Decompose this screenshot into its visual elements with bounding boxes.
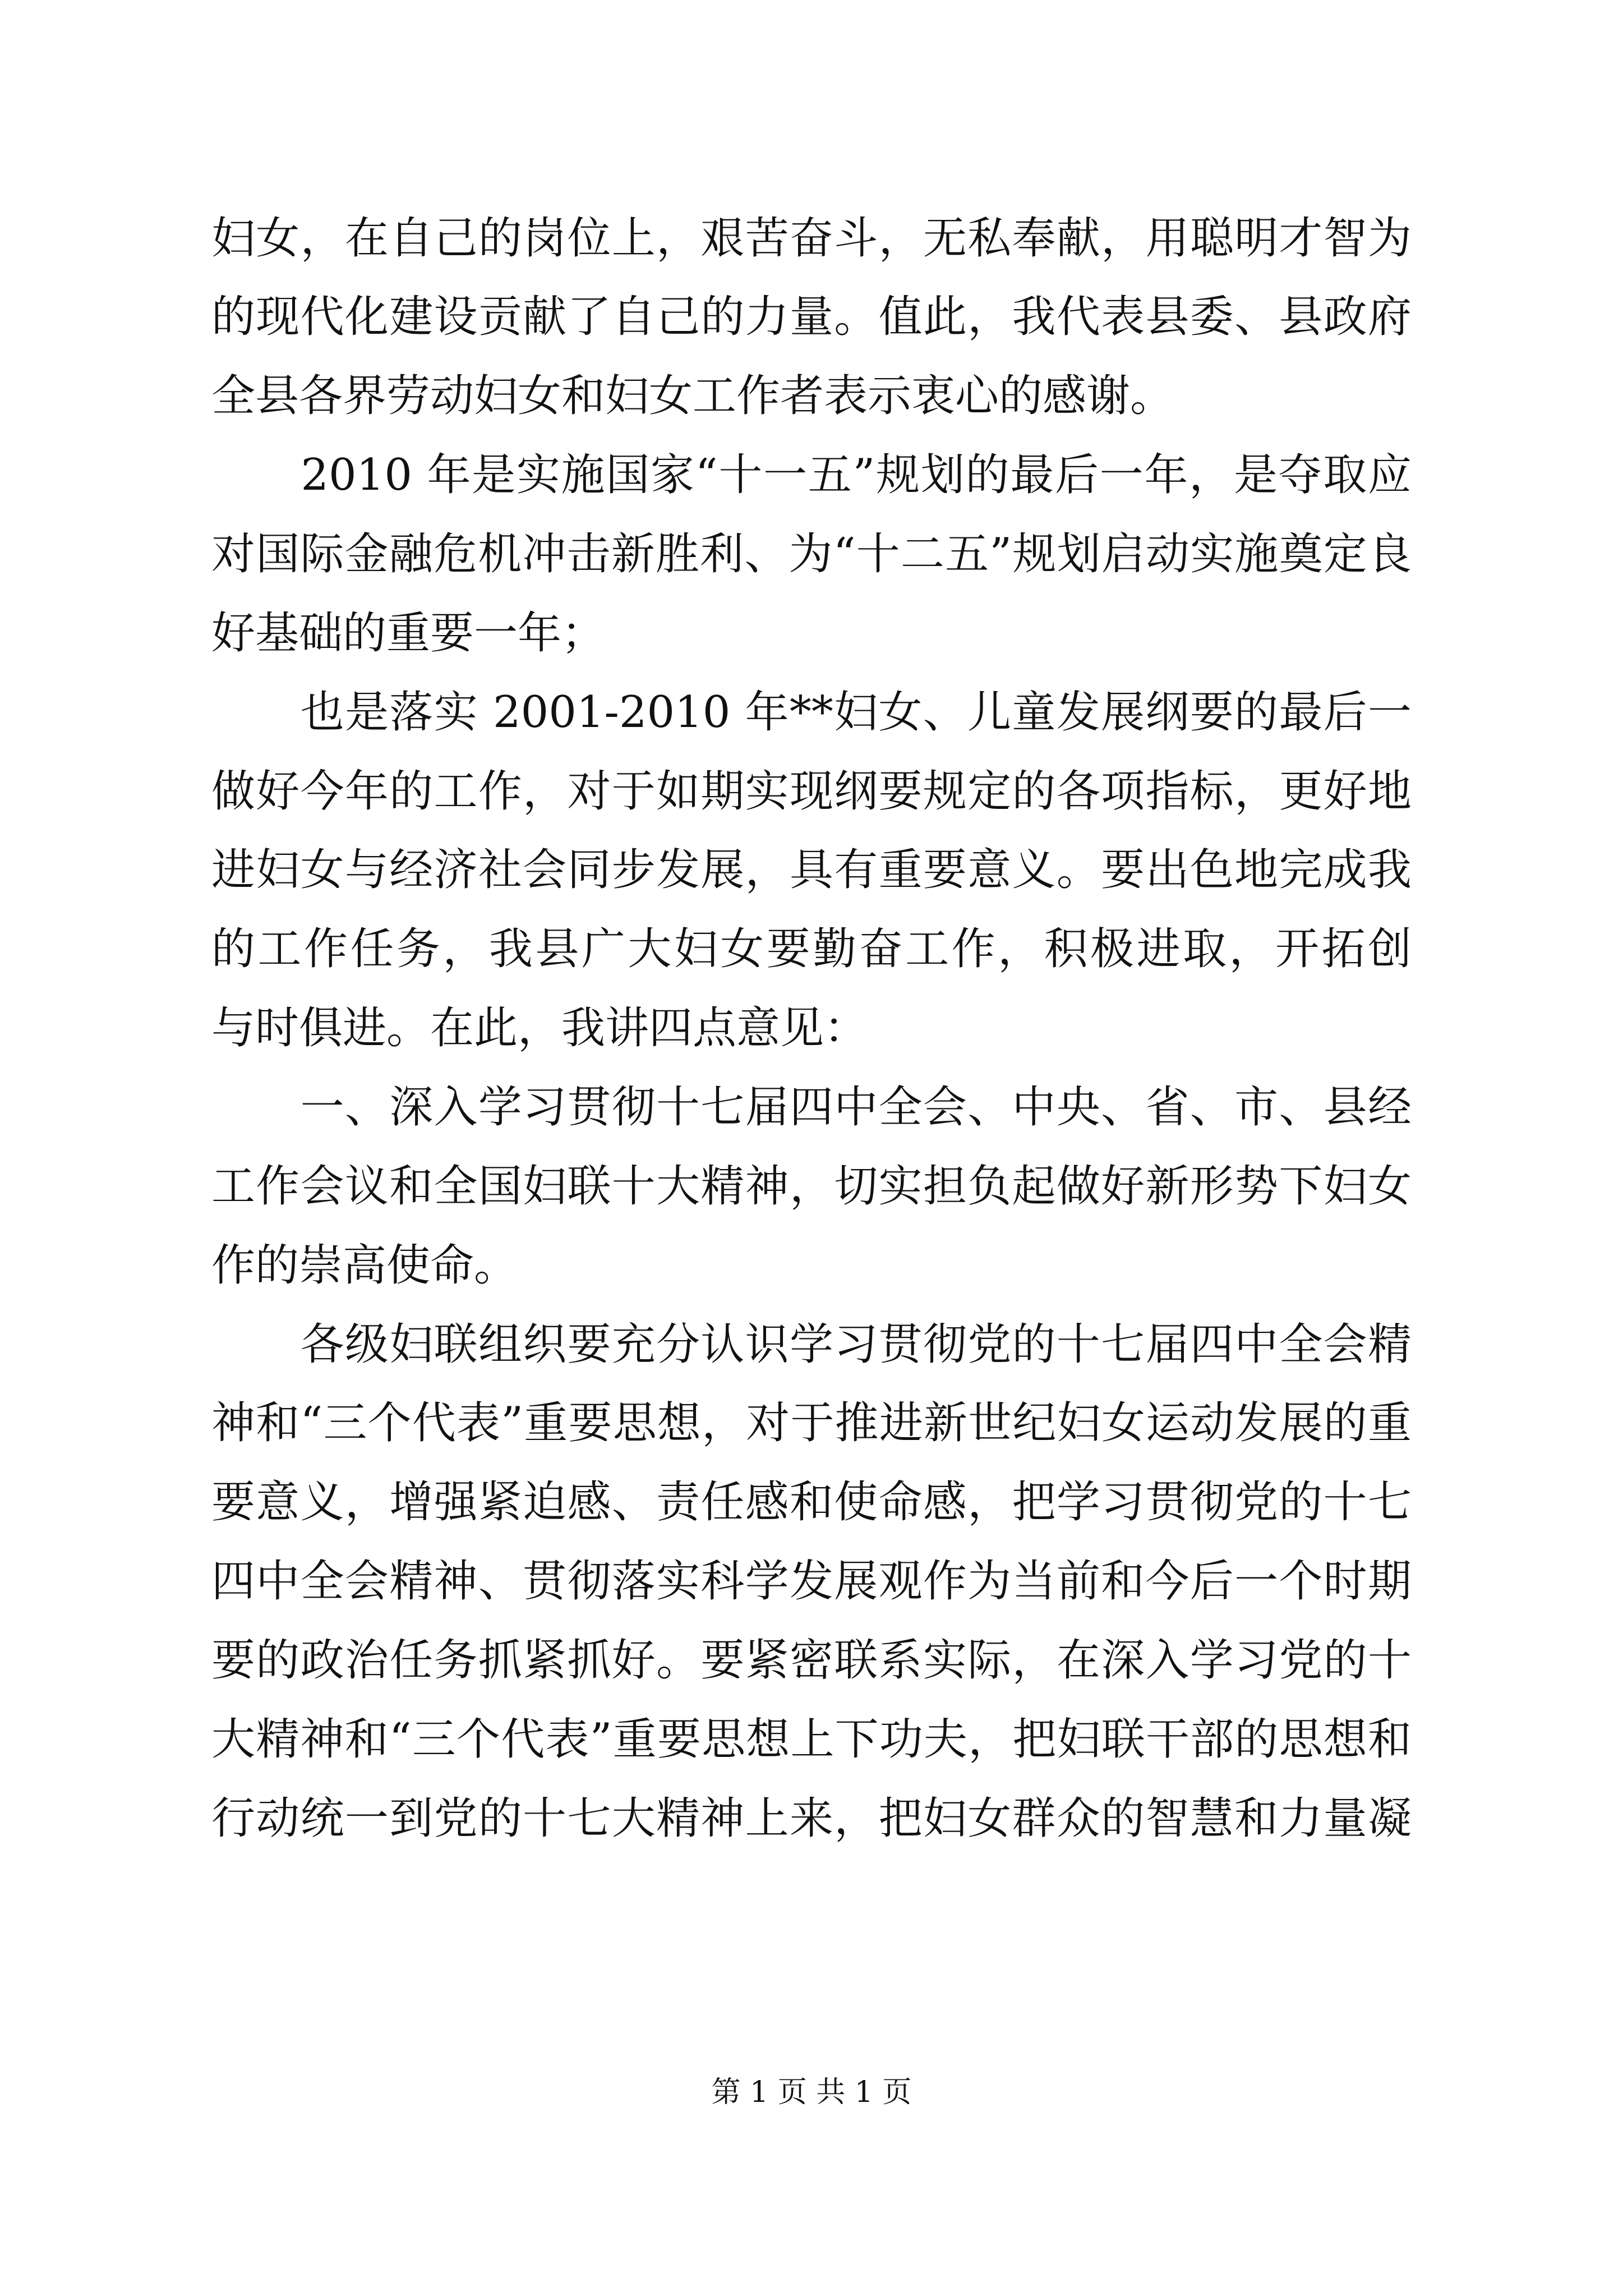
text-line: 进妇女与经济社会同步发展，具有重要意义。要出色地完成我	[211, 845, 1412, 895]
text-line: 四中全会精神、贯彻落实科学发展观作为当前和今后一个时期	[211, 1556, 1412, 1607]
text-line: 大精神和“三个代表”重要思想上下功夫，把妇联干部的思想和	[211, 1714, 1412, 1765]
text-line: 各级妇联组织要充分认识学习贯彻党的十七届四中全会精	[211, 1319, 1412, 1370]
text-line: 妇女，在自己的岗位上，艰苦奋斗，无私奉献，用聪明才智为	[211, 213, 1412, 264]
section-heading-line: 一、深入学习贯彻十七届四中全会、中央、省、市、县经	[300, 1082, 1412, 1133]
text-line: 要意义，增强紧迫感、责任感和使命感，把学习贯彻党的十七	[211, 1477, 1412, 1527]
section-heading-line: 工作会议和全国妇联十大精神，切实担负起做好新形势下妇女	[211, 1161, 1412, 1212]
text-line: 与时俱进。在此，我讲四点意见：	[211, 1003, 868, 1053]
text-line: 做好今年的工作，对于如期实现纲要规定的各项指标，更好地	[211, 766, 1412, 817]
text-line: 也是落实 2001-2010 年**妇女、儿童发展纲要的最后一	[300, 687, 1412, 738]
text-line: 要的政治任务抓紧抓好。要紧密联系实际，在深入学习党的十	[211, 1635, 1412, 1686]
text-line: 全县各界劳动妇女和妇女工作者表示衷心的感谢。	[211, 371, 1174, 421]
page-number-footer: 第 1 页 共 1 页	[711, 2076, 912, 2109]
text-line: 对国际金融危机冲击新胜利、为“十二五”规划启动实施奠定良	[211, 529, 1412, 579]
text-line: 好基础的重要一年；	[211, 608, 606, 659]
text-line: 神和“三个代表”重要思想，对于推进新世纪妇女运动发展的重	[211, 1398, 1412, 1448]
text-line: 的工作任务，我县广大妇女要勤奋工作，积极进取，开拓创	[211, 924, 1412, 974]
text-line: 的现代化建设贡献了自己的力量。值此，我代表县委、县政府	[211, 292, 1412, 342]
section-heading-line: 作的崇高使命。	[211, 1240, 518, 1291]
text-line: 行动统一到党的十七大精神上来，把妇女群众的智慧和力量凝	[211, 1793, 1412, 1844]
text-line: 2010 年是实施国家“十一五”规划的最后一年，是夺取应	[211, 450, 1412, 500]
